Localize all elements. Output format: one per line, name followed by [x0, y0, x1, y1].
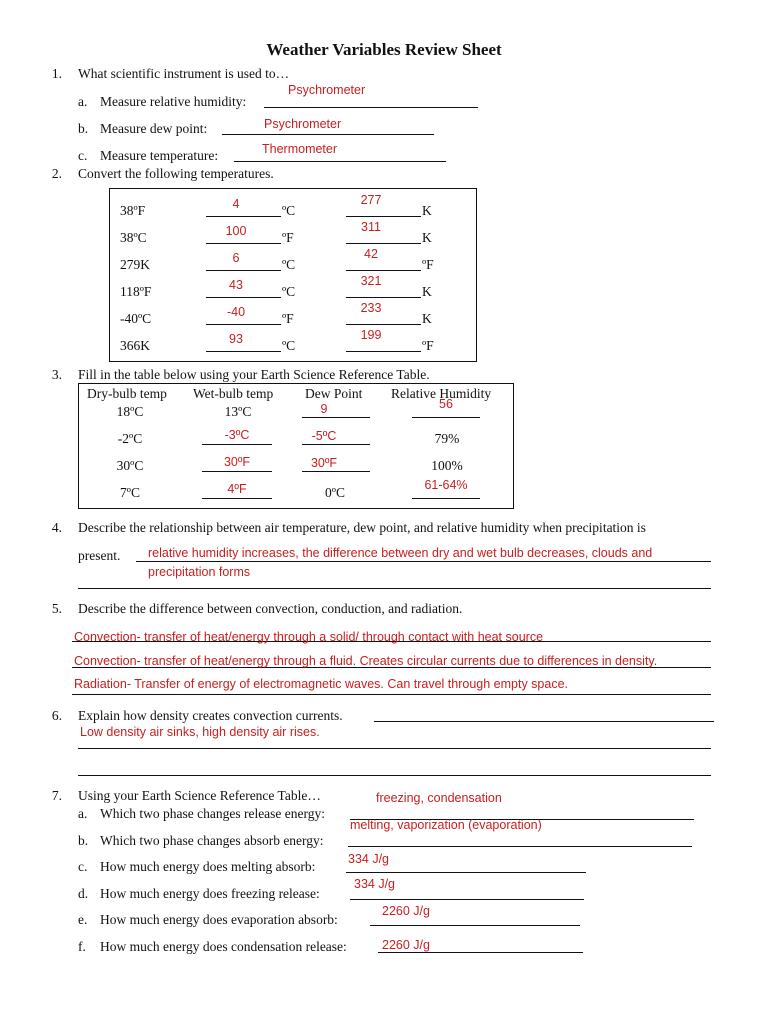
q7-item-text: Which two phase changes release energy: — [100, 806, 326, 821]
q7-item-text: How much energy does melting absorb: — [100, 859, 316, 874]
conversion-unit: K — [422, 230, 432, 245]
q1a-answer-line — [264, 107, 478, 108]
dew-point-answer: -5ºC — [311, 429, 337, 443]
conversion-answer: 311 — [361, 220, 381, 234]
q7-item-answer-line — [378, 952, 583, 953]
conversion-unit: ºF — [422, 338, 434, 353]
dry-bulb-value: 18ºC — [116, 404, 144, 419]
conversion-answer-line — [206, 351, 281, 352]
q6-number: 6. — [51, 708, 62, 723]
q4-prompt: Describe the relationship between air temperature, dew point, and relative humidity when precipitation is — [78, 520, 646, 535]
q6-answer: Low density air sinks, high density air rises. — [80, 725, 320, 739]
q6-answer-line-3 — [78, 775, 711, 776]
q1b-text: Measure dew point: — [100, 121, 208, 136]
q7-item-letter: a. — [78, 806, 88, 821]
conversion-unit: ºF — [422, 257, 434, 272]
q7-number: 7. — [51, 788, 62, 803]
dew-point-answer-line — [302, 417, 370, 418]
q7-item-letter: c. — [78, 859, 88, 874]
conversion-unit: K — [422, 203, 432, 218]
conversion-answer-line — [206, 270, 281, 271]
header-wet-bulb: Wet-bulb temp — [193, 386, 274, 401]
q7-item-text: Which two phase changes absorb energy: — [100, 833, 324, 848]
q3-number: 3. — [51, 367, 62, 382]
q7-item-answer: 2260 J/g — [382, 938, 430, 952]
q7-item-answer: melting, vaporization (evaporation) — [350, 818, 542, 832]
conversion-answer: 42 — [364, 247, 378, 261]
q4-answer-line-1 — [136, 561, 711, 562]
q1c-letter: c. — [78, 148, 88, 163]
conversion-given: 38ºF — [120, 203, 146, 218]
q5-answer-1: Convection- transfer of heat/energy through a solid/ through contact with heat source — [74, 630, 544, 644]
q1b-answer: Psychrometer — [264, 117, 342, 131]
q1-prompt: What scientific instrument is used to… — [78, 66, 290, 81]
q5-prompt: Describe the difference between convection, conduction, and radiation. — [78, 601, 463, 616]
dew-point-answer: 30ºF — [310, 456, 338, 470]
conversion-answer-line — [346, 243, 421, 244]
q1c-answer-line — [234, 161, 446, 162]
conversion-answer-line — [206, 216, 281, 217]
conversion-answer: 43 — [229, 278, 243, 292]
q7-item-answer: 334 J/g — [348, 852, 390, 866]
conversion-unit: ºC — [282, 203, 296, 218]
conversion-answer: -40 — [226, 305, 246, 319]
q5-answer-3: Radiation- Transfer of energy of electromagnetic waves. Can travel through empty space. — [74, 677, 569, 691]
q6-answer-line-2 — [78, 748, 711, 749]
q7-item-answer-line — [370, 925, 580, 926]
q7-item-text: How much energy does condensation release: — [100, 939, 347, 954]
header-dry-bulb: Dry-bulb temp — [87, 386, 167, 401]
q4-answer-2: precipitation forms — [148, 565, 251, 579]
q1-number: 1. — [51, 66, 62, 81]
q7-item-answer: 334 J/g — [354, 877, 396, 891]
conversion-given: 279K — [120, 257, 150, 272]
header-dew-point: Dew Point — [305, 386, 363, 401]
q5-answer-2: Convection- transfer of heat/energy through a fluid. Creates circular currents due to differences in density. — [74, 654, 658, 668]
conversion-unit: ºC — [282, 284, 296, 299]
q2-number: 2. — [51, 166, 62, 181]
conversion-answer-line — [346, 297, 421, 298]
q7-item-answer: 2260 J/g — [382, 904, 430, 918]
conversion-answer-line — [346, 324, 421, 325]
q1c-text: Measure temperature: — [100, 148, 219, 163]
conversion-unit: K — [422, 311, 432, 326]
wet-bulb-value: 13ºC — [224, 404, 252, 419]
q5-answer-line-3 — [72, 694, 711, 695]
q7-item-answer-line — [346, 872, 586, 873]
conversion-given: 38ºC — [120, 230, 147, 245]
relative-humidity-answer-line — [412, 417, 480, 418]
header-relative-humidity: Relative Humidity — [391, 386, 492, 401]
conversion-answer: 93 — [229, 332, 243, 346]
wet-bulb-answer: 30ºF — [223, 455, 251, 469]
relative-humidity-value: 79% — [434, 431, 460, 446]
q7-item-answer-line — [350, 899, 584, 900]
q7-item-letter: b. — [78, 833, 89, 848]
conversion-answer-line — [206, 324, 281, 325]
wet-bulb-answer-line — [202, 498, 272, 499]
conversion-unit: ºF — [282, 230, 294, 245]
conversion-answer: 277 — [360, 193, 382, 207]
q7-item-answer: freezing, condensation — [376, 791, 502, 805]
q6-prompt: Explain how density creates convection currents. — [78, 708, 343, 723]
conversion-given: 118ºF — [120, 284, 152, 299]
wet-bulb-answer: -3ºC — [224, 428, 250, 442]
wet-bulb-answer: 4ºF — [227, 482, 247, 496]
q7-item-letter: e. — [78, 912, 88, 927]
relative-humidity-answer-line — [412, 498, 480, 499]
q2-prompt: Convert the following temperatures. — [78, 166, 274, 181]
dew-point-answer-line — [302, 444, 370, 445]
conversion-unit: K — [422, 284, 432, 299]
conversion-unit: ºC — [282, 257, 296, 272]
q6-answer-line-1 — [374, 721, 714, 722]
q7-item-letter: d. — [78, 886, 89, 901]
dew-point-value: 0ºC — [325, 485, 345, 500]
page-title: Weather Variables Review Sheet — [266, 40, 502, 59]
q7-item-text: How much energy does evaporation absorb: — [100, 912, 338, 927]
conversion-answer: 4 — [232, 197, 240, 211]
conversion-answer-line — [346, 351, 421, 352]
q1a-answer: Psychrometer — [288, 83, 366, 97]
conversion-answer: 199 — [360, 328, 382, 342]
relative-humidity-value: 100% — [431, 458, 463, 473]
q4-answer-line-2 — [78, 588, 711, 589]
q1b-answer-line — [222, 134, 434, 135]
conversion-answer-line — [206, 297, 281, 298]
conversion-answer: 100 — [225, 224, 247, 238]
q1a-text: Measure relative humidity: — [100, 94, 247, 109]
conversion-unit: ºC — [282, 338, 296, 353]
q1a-letter: a. — [78, 94, 88, 109]
conversion-given: 366K — [120, 338, 150, 353]
q1c-answer: Thermometer — [262, 142, 338, 156]
conversion-unit: ºF — [282, 311, 294, 326]
q3-prompt: Fill in the table below using your Earth Science Reference Table. — [78, 367, 430, 382]
dry-bulb-value: -2ºC — [117, 431, 143, 446]
relative-humidity-answer: 56 — [439, 397, 453, 411]
q4-answer-1: relative humidity increases, the difference between dry and wet bulb decreases, clouds and — [148, 546, 653, 560]
conversion-answer-line — [206, 243, 281, 244]
q7-prompt: Using your Earth Science Reference Table… — [78, 788, 321, 803]
dew-point-answer-line — [302, 471, 370, 472]
wet-bulb-answer-line — [202, 471, 272, 472]
q5-number: 5. — [51, 601, 62, 616]
dry-bulb-value: 30ºC — [116, 458, 144, 473]
conversion-answer-line — [346, 270, 421, 271]
wet-bulb-answer-line — [202, 444, 272, 445]
q1b-letter: b. — [78, 121, 89, 136]
conversion-answer: 321 — [360, 274, 382, 288]
conversion-answer-line — [346, 216, 421, 217]
q7-item-answer-line — [348, 846, 692, 847]
conversion-answer: 233 — [360, 301, 382, 315]
q4-number: 4. — [51, 520, 62, 535]
dew-point-answer: 9 — [320, 402, 328, 416]
conversion-given: -40ºC — [120, 311, 152, 326]
q7-item-text: How much energy does freezing release: — [100, 886, 320, 901]
relative-humidity-answer: 61-64% — [424, 478, 468, 492]
q4-prompt-cont: present. — [78, 548, 121, 563]
q7-item-letter: f. — [78, 939, 86, 954]
conversion-answer: 6 — [232, 251, 240, 265]
dry-bulb-value: 7ºC — [120, 485, 140, 500]
